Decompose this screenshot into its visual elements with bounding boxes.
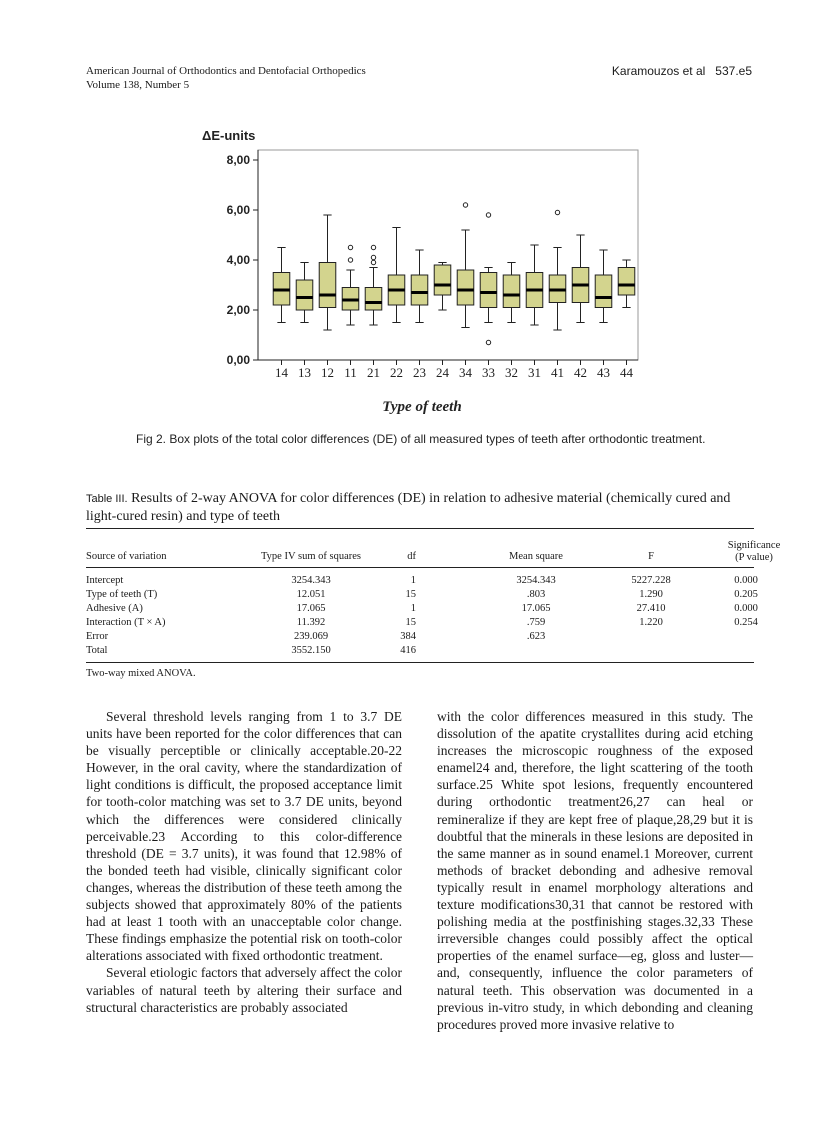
- cell-f: 5227.228: [631, 575, 671, 586]
- body-paragraph: Several etiologic factors that adversely affect the color variables of natural teeth by altering their surface and structural characteristics are probably associated: [86, 965, 402, 1015]
- x-tick-label: 11: [344, 365, 357, 380]
- cell-df: 1: [410, 575, 416, 586]
- running-header-journal: [86, 64, 366, 92]
- outlier-point: [486, 340, 490, 344]
- box-43: [595, 250, 612, 323]
- box-11: [342, 245, 359, 325]
- box-13: [296, 263, 313, 323]
- box-22: [388, 228, 405, 323]
- box-21: [365, 245, 382, 325]
- outlier-point: [348, 258, 352, 262]
- x-tick-label: 32: [505, 365, 518, 380]
- cell-df: 384: [400, 631, 416, 642]
- cell-source: Interaction (T × A): [86, 617, 166, 628]
- cell-ms: 3254.343: [516, 575, 556, 586]
- cell-df: 416: [400, 645, 416, 656]
- x-tick-label: 22: [390, 365, 403, 380]
- figure-caption: Fig 2. Box plots of the total color differences (DE) of all measured types of teeth after orthodontic treatment.: [136, 432, 706, 446]
- outlier-point: [486, 213, 490, 217]
- box-33: [480, 213, 497, 345]
- header-f: F: [648, 551, 654, 562]
- x-tick-label: 24: [436, 365, 449, 380]
- cell-f: 27.410: [636, 603, 666, 614]
- box-44: [618, 260, 635, 308]
- table-row: [86, 588, 758, 602]
- box-41: [549, 210, 566, 330]
- cell-source: Type of teeth (T): [86, 589, 158, 600]
- cell-ss: 17.065: [296, 603, 326, 614]
- cell-ss: 12.051: [296, 589, 326, 600]
- box-31: [526, 245, 543, 325]
- cell-p: 0.254: [734, 617, 758, 628]
- cell-ms: .623: [526, 631, 546, 642]
- header-significance-line2: (P value): [735, 552, 773, 563]
- cell-p: 0.205: [734, 589, 758, 600]
- box-14: [273, 248, 290, 323]
- cell-p: 0.000: [734, 603, 758, 614]
- table-title: [86, 490, 754, 526]
- box-iqr: [434, 265, 451, 295]
- journal-volume: Volume 138, Number 5: [86, 79, 190, 91]
- x-tick-label: 34: [459, 365, 472, 380]
- body-column-right: [437, 708, 753, 1033]
- outlier-point: [371, 260, 375, 264]
- header-df: df: [407, 551, 416, 562]
- page-number: 537.e5: [715, 64, 752, 78]
- outlier-point: [348, 245, 352, 249]
- box-42: [572, 235, 589, 323]
- cell-f: 1.290: [639, 589, 663, 600]
- table-footnote: Two-way mixed ANOVA.: [86, 668, 196, 679]
- cell-ms: .759: [526, 617, 546, 628]
- x-tick-label: 14: [275, 365, 288, 380]
- x-axis-label: Type of teeth: [382, 399, 462, 415]
- cell-f: 1.220: [639, 617, 663, 628]
- cell-source: Total: [86, 645, 108, 656]
- cell-ms: .803: [526, 589, 546, 600]
- cell-ms: 17.065: [521, 603, 551, 614]
- table-label: Table III.: [86, 493, 128, 505]
- x-tick-label: 21: [367, 365, 380, 380]
- table-body: [86, 568, 758, 662]
- y-tick-label: 0,00: [226, 353, 250, 367]
- table-row: [86, 616, 758, 630]
- box-iqr: [618, 268, 635, 296]
- running-header-author: [612, 64, 752, 78]
- x-tick-label: 12: [321, 365, 334, 380]
- box-iqr: [296, 280, 313, 310]
- y-tick-label: 4,00: [226, 253, 250, 267]
- cell-ss: 11.392: [296, 617, 326, 628]
- x-tick-label: 44: [620, 365, 633, 380]
- header-sum-of-squares: Type IV sum of squares: [261, 551, 361, 562]
- cell-df: 15: [405, 617, 416, 628]
- anova-table: [86, 528, 781, 663]
- cell-source: Intercept: [86, 575, 124, 586]
- table-row: [86, 574, 758, 588]
- cell-df: 15: [405, 589, 416, 600]
- cell-source: Error: [86, 631, 109, 642]
- box-iqr: [503, 275, 520, 308]
- body-paragraph: with the color differences measured in this study. The dissolution of the apatite crystallites during acid etching increases the microscopic roughness of the exposed enamel24 and, therefore, the light scattering of the tooth surface.25 White spot lesions, frequently encountered during orthodontic treatment26,27 can heal or remineralize if they are kept free of plaque,28,29 but it is doubtful that the minerals in these lesions are deposited in the same manner as in sound enamel.1 Moreover, current methods of bracket debonding and adhesive removal typically result in enamel morphology alterations and texture modifications30,31 that cannot be restored with polishing media at the postfinishing stages.32,33 These irreversible changes could possibly affect the optical properties of the enamel surface—eg, gloss and luster—and, consequently, influence the color parameters of natural teeth. This observation was documented in a previous in-vitro study, in which debonding and cleaning procedures proved more invasive relative to: [437, 709, 753, 1032]
- cell-df: 1: [410, 603, 416, 614]
- header-significance: [676, 540, 832, 564]
- header-mean-square: Mean square: [509, 551, 563, 562]
- box-iqr: [319, 263, 336, 308]
- x-tick-label: 43: [597, 365, 610, 380]
- x-tick-label: 41: [551, 365, 564, 380]
- x-tick-label: 13: [298, 365, 311, 380]
- box-iqr: [480, 273, 497, 308]
- cell-p: 0.000: [734, 575, 758, 586]
- box-23: [411, 250, 428, 323]
- header-significance-line1: Significance: [727, 540, 781, 551]
- cell-ss: 3552.150: [291, 645, 331, 656]
- table-row: [86, 644, 754, 658]
- outlier-point: [463, 203, 467, 207]
- table-row: [86, 630, 754, 644]
- cell-ss: 3254.343: [291, 575, 331, 586]
- box-32: [503, 263, 520, 323]
- outlier-point: [371, 245, 375, 249]
- x-tick-label: 23: [413, 365, 426, 380]
- table-row: [86, 602, 758, 616]
- y-tick-label: 2,00: [226, 303, 250, 317]
- y-tick-label: 6,00: [226, 203, 250, 217]
- body-paragraph: Several threshold levels ranging from 1 to 3.7 DE units have been reported for the color differences that can be visually perceptible or clinically acceptable.20-22 However, in the oral cavity, where the standardization of light conditions is difficult, the proposed acceptance limit for tooth-color matching was set to 3.7 DE units, beyond which the differences were considered clinically perceivable.23 According to this color-difference threshold (DE = 3.7 units), it was found that 12.98% of the bonded teeth had visible, clinically significant color changes, whereas the distribution of these teeth among the subjects showed that approximately 80% of the patients had at least 1 tooth with an unacceptable color change. These findings emphasize the potential risk on tooth-color alterations associated with fixed orthodontic treatment.: [86, 709, 402, 964]
- journal-name: American Journal of Orthodontics and Dentofacial Orthopedics: [86, 65, 366, 77]
- header-source: Source of variation: [86, 551, 167, 562]
- box-iqr: [365, 288, 382, 311]
- outlier-point: [555, 210, 559, 214]
- box-iqr: [457, 270, 474, 305]
- x-tick-label: 42: [574, 365, 587, 380]
- cell-ss: 239.069: [293, 631, 329, 642]
- table-header-row: [86, 529, 781, 568]
- table-title-text: Results of 2-way ANOVA for color differences (DE) in relation to adhesive material (chemically cured and light-cured resin) and type of teeth: [86, 491, 731, 524]
- box-plot-chart: [190, 122, 650, 422]
- box-iqr: [411, 275, 428, 305]
- box-24: [434, 263, 451, 311]
- cell-source: Adhesive (A): [86, 603, 143, 614]
- y-axis-label: ΔE-units: [202, 128, 256, 143]
- x-tick-label: 31: [528, 365, 541, 380]
- author-names: Karamouzos et al: [611, 64, 706, 78]
- y-tick-label: 8,00: [226, 153, 250, 167]
- box-12: [319, 215, 336, 330]
- box-34: [457, 203, 474, 328]
- body-column-left: [86, 708, 402, 1016]
- x-tick-label: 33: [482, 365, 495, 380]
- box-iqr: [595, 275, 612, 308]
- outlier-point: [371, 255, 375, 259]
